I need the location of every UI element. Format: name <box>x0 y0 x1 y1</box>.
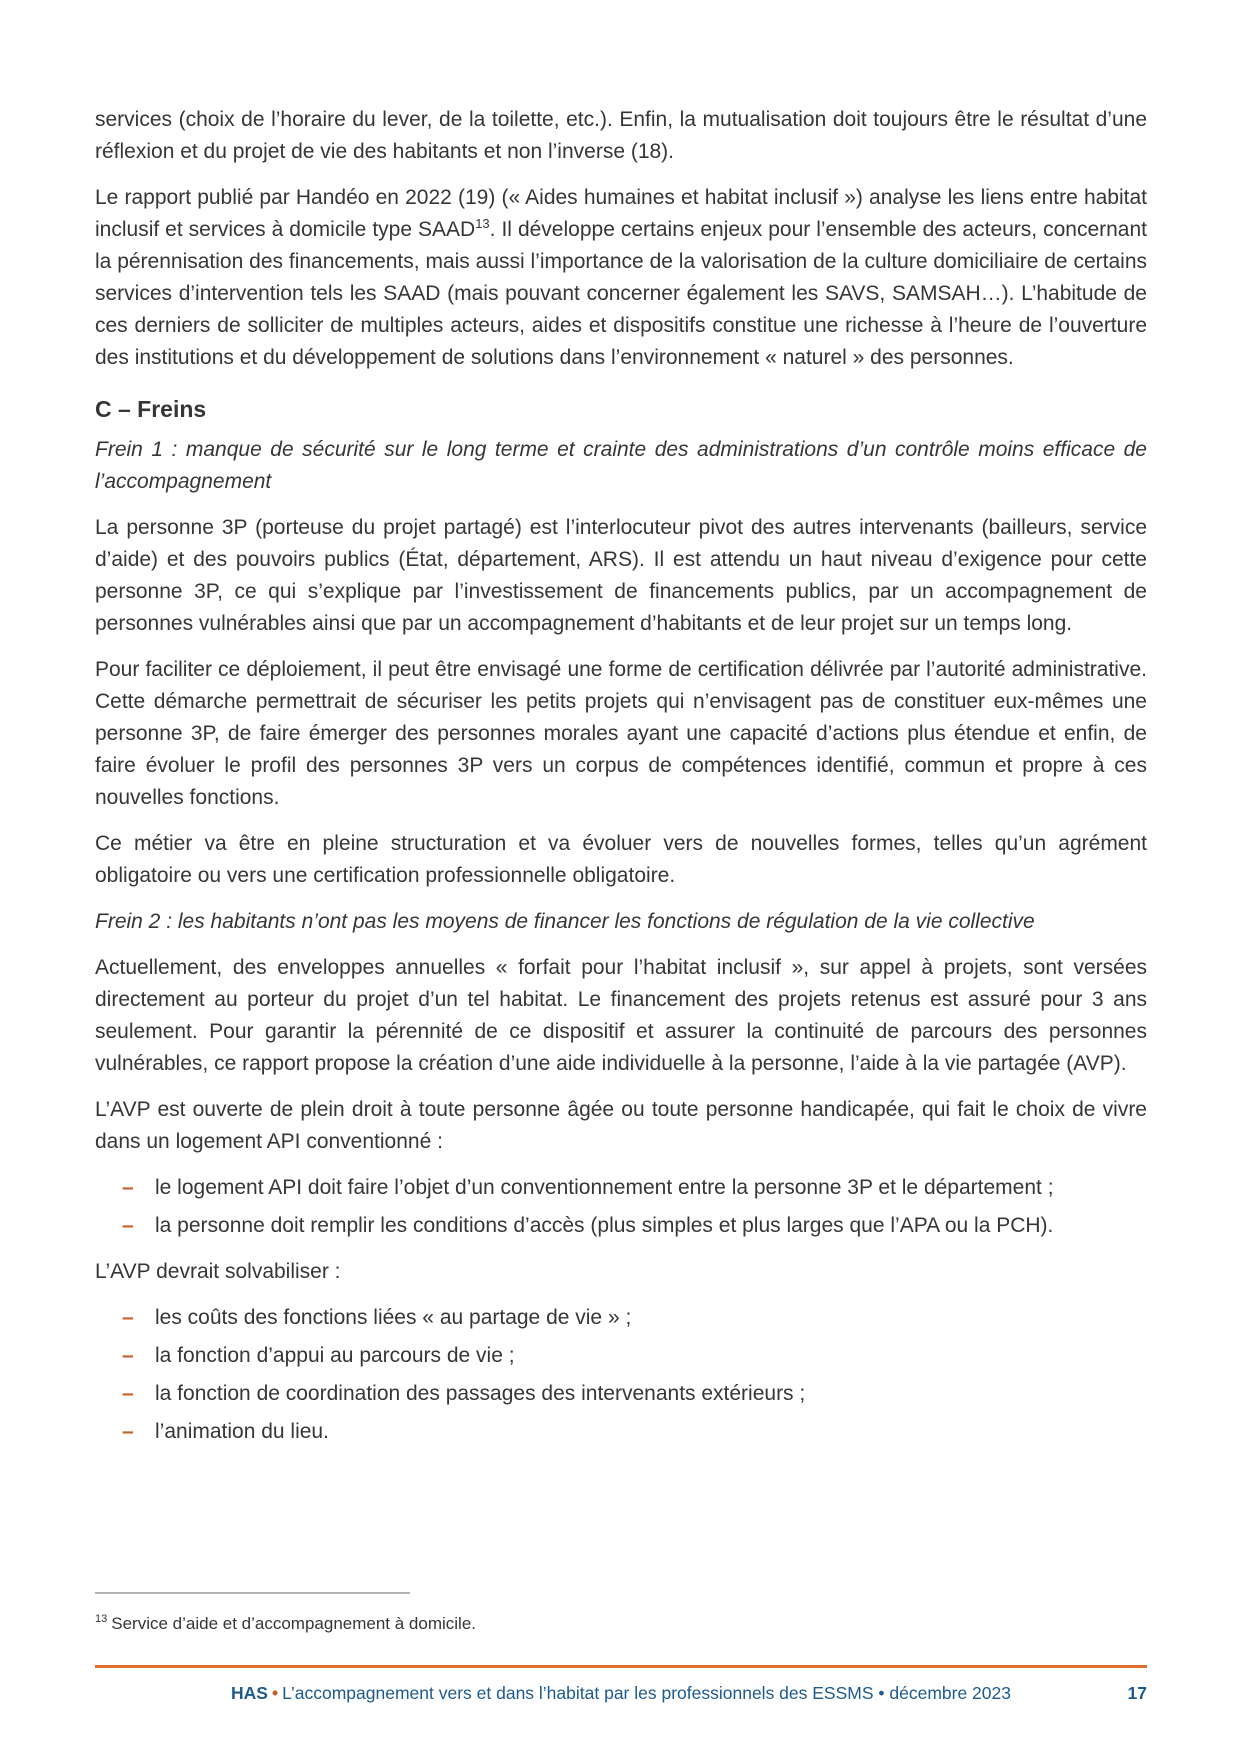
dash-bullet: – <box>122 1214 134 1237</box>
list-item-text: l’animation du lieu. <box>155 1420 329 1443</box>
paragraph-enveloppes: Actuellement, des enveloppes annuelles « forfait pour l’habitat inclusif », sur appel à projets, sont versées directement au porteur du projet d’un tel habitat. Le financement des projets retenus est assuré pour 3 ans seulement. Pour garantir la pérennité de ce dispositif et assurer la continuité de parcours des personnes vulnérables, ce rapport propose la création d’une aide individuelle à la personne, l’aide à la vie partagée (AVP). <box>95 956 1147 1075</box>
paragraph-avp-ouverte: L’AVP est ouverte de plein droit à toute personne âgée ou toute personne handicapée, qui fait le choix de vivre dans un logement API conventionné : <box>95 1098 1147 1153</box>
list-item <box>95 1302 1147 1334</box>
list-item-text: le logement API doit faire l’objet d’un conventionnement entre la personne 3P et le département ; <box>155 1176 1054 1199</box>
list-item <box>95 1340 1147 1372</box>
list-item <box>95 1416 1147 1448</box>
footer-text <box>95 1681 1147 1705</box>
paragraph-avp-solvabiliser: L’AVP devrait solvabiliser : <box>95 1260 341 1283</box>
paragraph-services: services (choix de l’horaire du lever, de la toilette, etc.). Enfin, la mutualisation doit toujours être le résultat d’une réflexion et du projet de vie des habitants et non l’inverse (18). <box>95 108 1147 163</box>
paragraph-personne-3p: La personne 3P (porteuse du projet partagé) est l’interlocuteur pivot des autres intervenants (bailleurs, service d’aide) et des pouvoirs publics (État, département, ARS). Il est attendu un haut niveau d’exigence pour cette personne 3P, ce qui s’explique par l’investissement de financements publics, par un accompagnement de personnes vulnérables ainsi que par un accompagnement d’habitants et de leur projet sur un temps long. <box>95 516 1147 635</box>
footer-document-title: L’accompagnement vers et dans l’habitat par les professionnels des ESSMS • décembre 2023 <box>282 1683 1011 1703</box>
subheading-frein-2: Frein 2 : les habitants n’ont pas les moyens de financer les fonctions de régulation de la vie collective <box>95 910 1035 933</box>
paragraph-metier: Ce métier va être en pleine structuration et va évoluer vers de nouvelles formes, telles qu’un agrément obligatoire ou vers une certification professionnelle obligatoire. <box>95 832 1147 887</box>
paragraph-text: . Il développe certains enjeux pour l’ensemble des acteurs, concernant la pérennisation des financements, mais aussi l’importance de la valorisation de la culture domiciliaire de certains services d’intervention tels les SAAD (mais pouvant concerner également les SAVS, SAMSAH…). L’habitude de ces derniers de solliciter de multiples acteurs, aides et dispositifs constitue une richesse à l’heure de l’ouverture des institutions et du développement de solutions dans l’environnement « naturel » des personnes. <box>95 218 1148 369</box>
dash-bullet: – <box>122 1420 134 1443</box>
bullet-list-solvabiliser <box>95 1302 1147 1448</box>
paragraph-rapport-handeo <box>95 182 1147 374</box>
paragraph-text: Le rapport publié par Handéo en 2022 (19) (« Aides humaines et habitat inclusif ») analyse les liens entre habitat inclusif et services à domicile type SAAD <box>95 186 1147 241</box>
dash-bullet: – <box>122 1176 134 1199</box>
page-content <box>95 104 1147 1462</box>
footnote-separator-rule <box>95 1592 410 1594</box>
list-item <box>95 1172 1147 1204</box>
page-footer <box>95 1681 1147 1707</box>
footnote-text: Service d’aide et d’accompagnement à domicile. <box>111 1614 477 1633</box>
page-number: 17 <box>1127 1683 1147 1703</box>
list-item-text: les coûts des fonctions liées « au partage de vie » ; <box>155 1306 632 1329</box>
dash-bullet: – <box>122 1382 134 1405</box>
section-heading-freins: C – Freins <box>95 396 207 422</box>
list-item <box>95 1378 1147 1410</box>
dash-bullet: – <box>122 1306 134 1329</box>
list-item <box>95 1210 1147 1242</box>
paragraph-certification: Pour faciliter ce déploiement, il peut être envisagé une forme de certification délivrée par l’autorité administrative. Cette démarche permettrait de sécuriser les petits projets qui n’envisagent pas de constituer eux-mêmes une personne 3P, de faire émerger des personnes morales ayant une capacité d’actions plus étendue et enfin, de faire évoluer le profil des personnes 3P vers un corpus de compétences identifié, commun et propre à ces nouvelles fonctions. <box>95 658 1147 809</box>
list-item-text: la fonction d’appui au parcours de vie ; <box>155 1344 515 1367</box>
footnote-reference-13: 13 <box>475 216 490 231</box>
subheading-frein-1: Frein 1 : manque de sécurité sur le long terme et crainte des administrations d’un contrôle moins efficace de l’accompagnement <box>95 438 1147 493</box>
list-item-text: la fonction de coordination des passages des intervenants extérieurs ; <box>155 1382 806 1405</box>
footnote-13 <box>95 1612 1147 1636</box>
footer-separator-dot: • <box>271 1683 279 1703</box>
dash-bullet: – <box>122 1344 134 1367</box>
list-item-text: la personne doit remplir les conditions d’accès (plus simples et plus larges que l’APA ou la PCH). <box>155 1214 1054 1237</box>
footer-accent-rule <box>95 1665 1147 1668</box>
has-brand-text: HAS <box>231 1683 268 1703</box>
bullet-list-conventionnement <box>95 1172 1147 1242</box>
footnote-number: 13 <box>95 1613 108 1626</box>
